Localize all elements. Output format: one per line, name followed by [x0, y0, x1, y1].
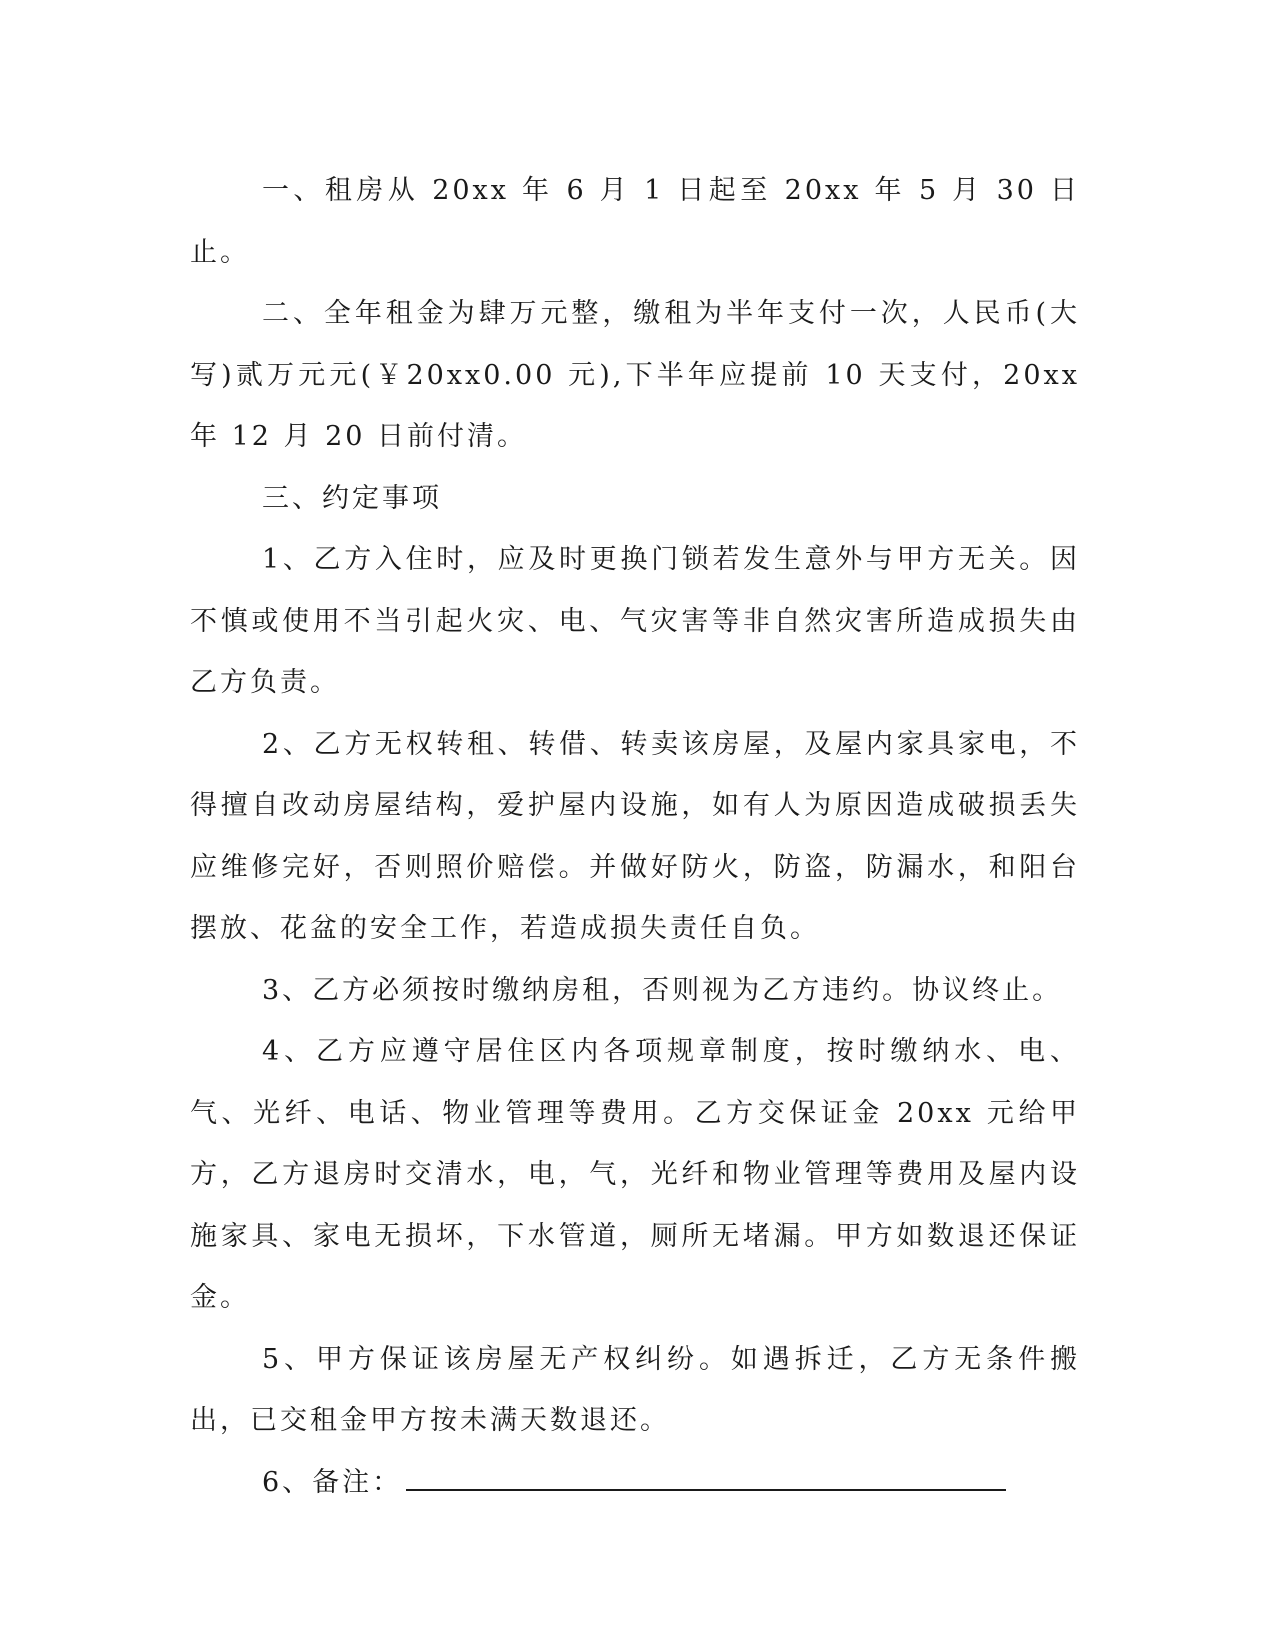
paragraph-lease-term: 一、租房从 20xx 年 6 月 1 日起至 20xx 年 5 月 30 日止。	[190, 175, 1080, 268]
paragraph-agreed-items-heading: 三、约定事项	[262, 482, 442, 514]
paragraph-item-2: 2、乙方无权转租、转借、转卖该房屋，及屋内家具家电，不得擅自改动房屋结构，爱护屋内设施，如有人为原因造成破损丢失应维修完好，否则照价赔偿。并做好防火，防盗，防漏水，和阳台摆放、花盆的安全工作，若造成损失责任自负。	[190, 728, 1080, 944]
paragraph-item-3: 3、乙方必须按时缴纳房租，否则视为乙方违约。协议终止。	[262, 974, 1063, 1006]
document-body	[190, 160, 1080, 1513]
paragraph-item-5: 5、甲方保证该房屋无产权纠纷。如遇拆迁，乙方无条件搬出，已交租金甲方按未满天数退还。	[190, 1343, 1080, 1436]
paragraph-rent-payment: 二、全年租金为肆万元整，缴租为半年支付一次，人民币(大写)贰万元元(￥20xx0.00 元),下半年应提前 10 天支付，20xx 年 12 月 20 日前付清。	[190, 298, 1080, 452]
remarks-label: 6、备注：	[262, 1466, 403, 1498]
paragraph-remarks	[190, 1452, 1080, 1514]
paragraph-item-4: 4、乙方应遵守居住区内各项规章制度，按时缴纳水、电、气、光纤、电话、物业管理等费用。乙方交保证金 20xx 元给甲方，乙方退房时交清水，电，气，光纤和物业管理等费用及屋内设施家具、家电无损坏，下水管道，厕所无堵漏。甲方如数退还保证金。	[190, 1036, 1080, 1313]
paragraph-item-1: 1、乙方入住时，应及时更换门锁若发生意外与甲方无关。因不慎或使用不当引起火灾、电、气灾害等非自然灾害所造成损失由乙方负责。	[190, 544, 1080, 698]
remarks-blank-line	[406, 1463, 1006, 1491]
